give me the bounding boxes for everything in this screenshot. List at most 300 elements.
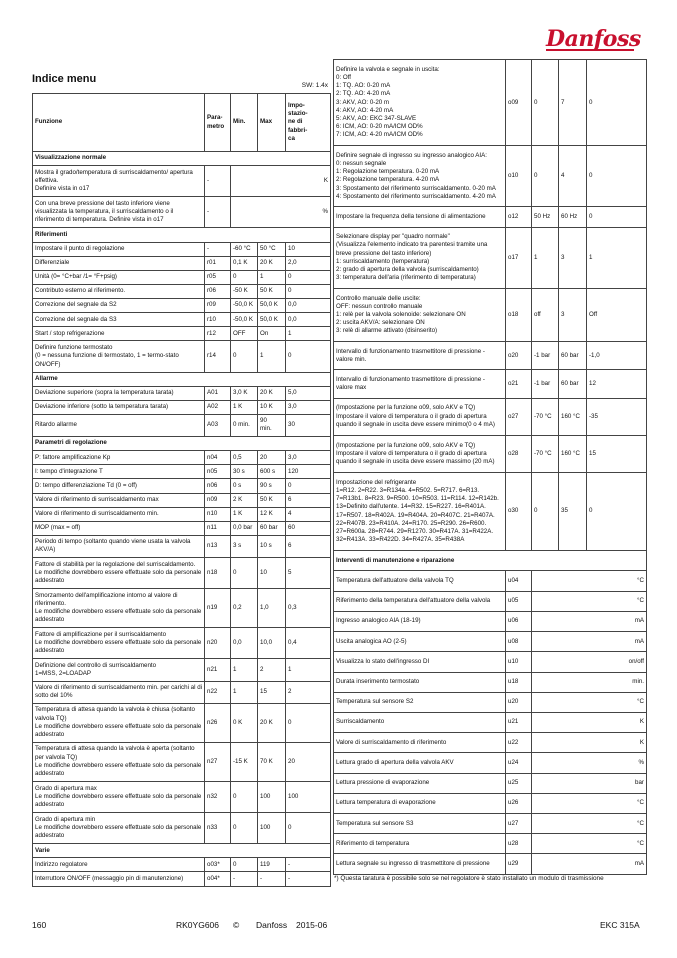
- default-cell: 0: [286, 341, 331, 372]
- parameter-cell: r14: [205, 341, 231, 372]
- section-title: Visualizzazione normale: [33, 152, 331, 166]
- default-cell: -1,0: [587, 342, 647, 370]
- unit-cell: °C: [532, 814, 647, 834]
- max-cell: 20: [258, 451, 286, 465]
- parameter-cell: u21: [506, 712, 532, 732]
- default-cell: 0: [587, 472, 647, 550]
- function-cell: Visualizza lo stato dell'ingresso DI: [334, 652, 506, 672]
- parameter-cell: -: [205, 242, 231, 256]
- min-cell: -60 °C: [231, 242, 258, 256]
- function-cell: MOP (max = off): [33, 521, 205, 535]
- max-cell: 2: [258, 659, 286, 681]
- unit-cell: K: [532, 733, 647, 753]
- parameter-cell: u26: [506, 793, 532, 813]
- max-cell: 15: [258, 681, 286, 703]
- menu-table-right: [333, 59, 647, 875]
- table-row: [334, 435, 647, 472]
- default-cell: -: [286, 872, 331, 886]
- default-cell: 0: [587, 146, 647, 207]
- default-cell: 0: [286, 284, 331, 298]
- table-row: [33, 681, 331, 703]
- table-row: [334, 692, 647, 712]
- unit-cell: K: [231, 166, 331, 197]
- function-cell: Temperatura dell'attuatore della valvola TQ: [334, 571, 506, 591]
- max-cell: 90 min.: [258, 414, 286, 436]
- parameter-cell: n26: [205, 703, 231, 742]
- default-cell: 5,0: [286, 386, 331, 400]
- parameter-cell: o09: [506, 60, 532, 146]
- footnote: *) Questa taratura è possibile solo se nel regolatore è stato installato un modulo di trasmissione: [334, 875, 604, 882]
- function-cell: (Impostazione per la funzione o09, solo AKV e TQ) Impostare il valore di temperatura o il grado di apertura quando il segnale in uscita deve essere minimo(0 o 4 mA): [334, 398, 506, 435]
- function-cell: Impostazione del refrigerante 1=R12. 2=R22. 3=R134a. 4=R502. 5=R717. 6=R13. 7=R13b1. 8=R23. 9=R500. 10=R503. 11=R114. 12=R142b. 13=Definito dall'utente. 14=R32. 15=R227. 16=R401A. 17=R507. 18=R402A. 19=R404A. 20=R407C. 21=R407A. 22=R407B. 23=R410A. 24=R170. 25=R290. 26=R600. 27=R600a. 28=R744. 29=R1270. 30=R417A. 31=R422A. 32=R413A. 33=R422D. 34=R427A. 35=R438A: [334, 472, 506, 550]
- section-title: Riferimenti: [33, 228, 331, 242]
- parameter-cell: n13: [205, 535, 231, 557]
- table-row: [334, 773, 647, 793]
- max-cell: 20 K: [258, 256, 286, 270]
- function-cell: Deviazione superiore (sopra la temperatura tarata): [33, 386, 205, 400]
- max-cell: 7: [559, 60, 587, 146]
- parameter-cell: n06: [205, 479, 231, 493]
- table-row: [33, 400, 331, 414]
- default-cell: 1: [286, 327, 331, 341]
- parameter-cell: r01: [205, 256, 231, 270]
- parameter-cell: u06: [506, 611, 532, 631]
- min-cell: 0: [231, 558, 258, 589]
- parameter-cell: u25: [506, 773, 532, 793]
- table-row: [334, 207, 647, 227]
- table-row: [33, 341, 331, 372]
- function-cell: Start / stop refrigerazione: [33, 327, 205, 341]
- parameter-cell: o17: [506, 227, 532, 288]
- function-cell: Interruttore ON/OFF (messaggio pin di manutenzione): [33, 872, 205, 886]
- max-cell: 20 K: [258, 703, 286, 742]
- function-cell: Surriscaldamento: [334, 712, 506, 732]
- function-cell: Definizione del controllo di surriscaldamento 1=MSS, 2=LOADAP: [33, 659, 205, 681]
- min-cell: 0 K: [231, 703, 258, 742]
- max-cell: 1: [258, 270, 286, 284]
- parameter-cell: o30: [506, 472, 532, 550]
- unit-cell: bar: [532, 773, 647, 793]
- table-row: [33, 386, 331, 400]
- parameter-cell: n20: [205, 628, 231, 659]
- model-name: EKC 315A: [600, 920, 640, 930]
- function-cell: Impostare la frequenza della tensione di alimentazione: [334, 207, 506, 227]
- section-header-row: [33, 372, 331, 386]
- min-cell: 0,0: [231, 628, 258, 659]
- section-title: Allarme: [33, 372, 331, 386]
- max-cell: 10,0: [258, 628, 286, 659]
- function-cell: Smorzamento dell'amplificazione intorno al valore di riferimento. Le modifiche dovrebbero essere effettuate solo da personale addestrato: [33, 589, 205, 628]
- table-row: [334, 854, 647, 874]
- min-cell: -50,0 K: [231, 313, 258, 327]
- parameter-cell: u20: [506, 692, 532, 712]
- function-cell: Controllo manuale delle uscite: OFF: nessun controllo manuale 1: relè per la valvola solenoide: selezionare ON 2: uscita AKV/A: selezionare ON 3: relè di allarme attivato (disinserito): [334, 288, 506, 341]
- parameter-cell: o20: [506, 342, 532, 370]
- table-row: [33, 465, 331, 479]
- table-row: [334, 652, 647, 672]
- default-cell: 0: [286, 703, 331, 742]
- parameter-cell: n11: [205, 521, 231, 535]
- parameter-cell: u24: [506, 753, 532, 773]
- min-cell: 0,0 bar: [231, 521, 258, 535]
- parameter-cell: o28: [506, 435, 532, 472]
- function-cell: Lettura temperatura di evaporazione: [334, 793, 506, 813]
- max-cell: 600 s: [258, 465, 286, 479]
- min-cell: 0: [231, 341, 258, 372]
- function-cell: Valore di riferimento di surriscaldamento min.: [33, 507, 205, 521]
- unit-cell: °C: [532, 571, 647, 591]
- min-cell: 50 Hz: [532, 207, 559, 227]
- header-max: Max: [258, 94, 286, 152]
- menu-table-left: [32, 93, 331, 887]
- parameter-cell: A03: [205, 414, 231, 436]
- max-cell: 50 K: [258, 284, 286, 298]
- table-row: [334, 591, 647, 611]
- parameter-cell: o12: [506, 207, 532, 227]
- table-row: [334, 472, 647, 550]
- function-cell: Ingresso analogico AIA (18-19): [334, 611, 506, 631]
- max-cell: 90 s: [258, 479, 286, 493]
- max-cell: 10 K: [258, 400, 286, 414]
- table-row: [33, 479, 331, 493]
- default-cell: -35: [587, 398, 647, 435]
- parameter-cell: r05: [205, 270, 231, 284]
- function-cell: Deviazione inferiore (sotto la temperatura tarata): [33, 400, 205, 414]
- min-cell: -1 bar: [532, 370, 559, 398]
- table-row: [334, 146, 647, 207]
- function-cell: (Impostazione per la funzione o09, solo AKV e TQ) Impostare il valore di temperatura o il grado di apertura quando il segnale in uscita deve essere massimo (20 mA): [334, 435, 506, 472]
- min-cell: 1 K: [231, 507, 258, 521]
- table-row: [33, 858, 331, 872]
- table-row: [334, 814, 647, 834]
- unit-cell: %: [231, 197, 331, 228]
- danfoss-logo: Danfoss: [546, 26, 641, 52]
- table-row: [334, 370, 647, 398]
- parameter-cell: u08: [506, 632, 532, 652]
- table-row: [33, 270, 331, 284]
- table-row: [33, 242, 331, 256]
- parameter-cell: u10: [506, 652, 532, 672]
- function-cell: Ritardo allarme: [33, 414, 205, 436]
- function-cell: Lettura pressione di evaporazione: [334, 773, 506, 793]
- parameter-cell: n04: [205, 451, 231, 465]
- table-row: [33, 166, 331, 197]
- parameter-cell: o10: [506, 146, 532, 207]
- table-row: [33, 628, 331, 659]
- max-cell: 100: [258, 813, 286, 844]
- parameter-cell: r09: [205, 299, 231, 313]
- max-cell: 70 K: [258, 742, 286, 781]
- section-header-row: [33, 844, 331, 858]
- parameter-cell: n32: [205, 781, 231, 812]
- section-title: Varie: [33, 844, 331, 858]
- parameter-cell: -: [205, 166, 231, 197]
- parameter-cell: A02: [205, 400, 231, 414]
- max-cell: 160 °C: [559, 398, 587, 435]
- parameter-cell: u04: [506, 571, 532, 591]
- function-cell: Intervallo di funzionamento trasmettitore di pressione - valore min.: [334, 342, 506, 370]
- table-row: [33, 414, 331, 436]
- min-cell: 0,5: [231, 451, 258, 465]
- parameter-cell: n05: [205, 465, 231, 479]
- default-cell: 10: [286, 242, 331, 256]
- function-cell: D: tempo differenziazione Td (0 = off): [33, 479, 205, 493]
- default-cell: 0: [286, 813, 331, 844]
- max-cell: 60 bar: [559, 342, 587, 370]
- max-cell: 4: [559, 146, 587, 207]
- unit-cell: mA: [532, 632, 647, 652]
- default-cell: 0,3: [286, 589, 331, 628]
- parameter-cell: n09: [205, 493, 231, 507]
- header-min: Min.: [231, 94, 258, 152]
- min-cell: 0: [231, 858, 258, 872]
- default-cell: 120: [286, 465, 331, 479]
- unit-cell: K: [532, 712, 647, 732]
- table-row: [334, 398, 647, 435]
- table-row: [33, 507, 331, 521]
- software-version: SW: 1.4x: [301, 82, 328, 89]
- table-row: [33, 558, 331, 589]
- default-cell: 2,0: [286, 256, 331, 270]
- min-cell: 2 K: [231, 493, 258, 507]
- max-cell: 100: [258, 781, 286, 812]
- section-title: Interventi di manutenzione e riparazione: [334, 551, 647, 571]
- min-cell: -70 °C: [532, 435, 559, 472]
- function-cell: Definire la valvola e segnale in uscita: 0: Off 1: TQ. AO: 0-20 mA 2: TQ. AO: 4-20 mA 3: AKV, AO: 0-20 m 4: AKV, AO: 4-20 mA 5: AKV, AO: EKC 347-SLAVE 6: ICM, AO: 0-20 mA/ICM OD% 7: ICM, AO: 4-20 mA/ICM OD%: [334, 60, 506, 146]
- unit-cell: min.: [532, 672, 647, 692]
- function-cell: Riferimento di temperatura: [334, 834, 506, 854]
- section-title: Parametri di regolazione: [33, 437, 331, 451]
- default-cell: 3,0: [286, 400, 331, 414]
- table-row: [33, 256, 331, 270]
- default-cell: 100: [286, 781, 331, 812]
- default-cell: 20: [286, 742, 331, 781]
- table-row: [334, 288, 647, 341]
- max-cell: 1,0: [258, 589, 286, 628]
- table-row: [33, 493, 331, 507]
- unit-cell: mA: [532, 611, 647, 631]
- max-cell: -: [258, 872, 286, 886]
- function-cell: Contributo esterno al riferimento.: [33, 284, 205, 298]
- table-row: [334, 712, 647, 732]
- table-row: [33, 535, 331, 557]
- section-header-row: [33, 228, 331, 242]
- parameter-cell: r06: [205, 284, 231, 298]
- function-cell: Definire segnale di ingresso su ingresso analogico AIA: 0: nessun segnale 1: Regolazione temperatura. 0-20 mA 2: Regolazione temperatura. 4-20 mA 3: Spostamento del riferimento surriscaldamento. 0-20 mA 4: Spostamento del riferimento surriscaldamento. 4-20 mA: [334, 146, 506, 207]
- function-cell: Intervallo di funzionamento trasmettitore di pressione - valore max: [334, 370, 506, 398]
- table-row: [334, 611, 647, 631]
- min-cell: 0: [532, 146, 559, 207]
- min-cell: -50 K: [231, 284, 258, 298]
- function-cell: Temperatura sul sensore S3: [334, 814, 506, 834]
- max-cell: 3: [559, 227, 587, 288]
- table-row: [33, 781, 331, 812]
- default-cell: 0: [286, 479, 331, 493]
- doc-code: RK0YG606: [176, 920, 219, 930]
- parameter-cell: u29: [506, 854, 532, 874]
- default-cell: 15: [587, 435, 647, 472]
- min-cell: 1: [231, 659, 258, 681]
- default-cell: Off: [587, 288, 647, 341]
- parameter-cell: n19: [205, 589, 231, 628]
- min-cell: 1: [532, 227, 559, 288]
- max-cell: 1: [258, 341, 286, 372]
- default-cell: 30: [286, 414, 331, 436]
- function-cell: Fattore di amplificazione per il surriscaldamento Le modifiche dovrebbero essere effettuate solo da personale addestrato: [33, 628, 205, 659]
- default-cell: 0,0: [286, 299, 331, 313]
- max-cell: 10 s: [258, 535, 286, 557]
- unit-cell: mA: [532, 854, 647, 874]
- function-cell: Valore di riferimento di surriscaldamento max: [33, 493, 205, 507]
- max-cell: On: [258, 327, 286, 341]
- page-title: Indice menu: [32, 73, 97, 85]
- unit-cell: °C: [532, 692, 647, 712]
- parameter-cell: o04*: [205, 872, 231, 886]
- function-cell: Grado di apertura max Le modifiche dovrebbero essere effettuate solo da personale addestrato: [33, 781, 205, 812]
- header-default: Impo- stazio- ne di fabbri- ca: [286, 94, 331, 152]
- function-cell: Fattore di stabilità per la regolazione del surriscaldamento. Le modifiche dovrebbero essere effettuate solo da personale addestrato: [33, 558, 205, 589]
- table-row: [33, 742, 331, 781]
- parameter-cell: r10: [205, 313, 231, 327]
- max-cell: 60 bar: [258, 521, 286, 535]
- min-cell: -: [231, 872, 258, 886]
- function-cell: Unità (0= °C+bar /1= °F+psig): [33, 270, 205, 284]
- min-cell: 0,1 K: [231, 256, 258, 270]
- parameter-cell: n10: [205, 507, 231, 521]
- min-cell: 1 K: [231, 400, 258, 414]
- max-cell: 20 K: [258, 386, 286, 400]
- page-number: 160: [32, 920, 47, 930]
- parameter-cell: A01: [205, 386, 231, 400]
- function-cell: Correzione del segnale da S3: [33, 313, 205, 327]
- table-row: [334, 672, 647, 692]
- function-cell: Correzione del segnale da S2: [33, 299, 205, 313]
- parameter-cell: o03*: [205, 858, 231, 872]
- default-cell: 0: [587, 207, 647, 227]
- min-cell: 0: [231, 813, 258, 844]
- table-row: [33, 299, 331, 313]
- max-cell: 10: [258, 558, 286, 589]
- function-cell: Temperatura di attesa quando la valvola è aperta (soltanto per valvola TQ) Le modifiche dovrebbero essere effettuate solo da personale addestrato: [33, 742, 205, 781]
- table-row: [33, 197, 331, 228]
- parameter-cell: o21: [506, 370, 532, 398]
- parameter-cell: o18: [506, 288, 532, 341]
- table-row: [334, 227, 647, 288]
- function-cell: Uscita analogica AO (2-5): [334, 632, 506, 652]
- parameter-cell: n18: [205, 558, 231, 589]
- header-function: Funzione: [33, 94, 205, 152]
- unit-cell: °C: [532, 591, 647, 611]
- table-row: [33, 589, 331, 628]
- min-cell: off: [532, 288, 559, 341]
- min-cell: -50,0 K: [231, 299, 258, 313]
- table-row: [33, 872, 331, 886]
- max-cell: 50,0 K: [258, 313, 286, 327]
- parameter-cell: u05: [506, 591, 532, 611]
- function-cell: I: tempo d'integrazione T: [33, 465, 205, 479]
- min-cell: 3 s: [231, 535, 258, 557]
- function-cell: Periodo di tempo (soltanto quando viene usata la valvola AKV/A): [33, 535, 205, 557]
- min-cell: 0: [532, 60, 559, 146]
- default-cell: 6: [286, 493, 331, 507]
- unit-cell: on/off: [532, 652, 647, 672]
- function-cell: Indirizzo regolatore: [33, 858, 205, 872]
- default-cell: 1: [587, 227, 647, 288]
- table-row: [33, 313, 331, 327]
- unit-cell: %: [532, 753, 647, 773]
- min-cell: 0 min.: [231, 414, 258, 436]
- header-parameter: Para- metro: [205, 94, 231, 152]
- min-cell: 30 s: [231, 465, 258, 479]
- max-cell: 160 °C: [559, 435, 587, 472]
- unit-cell: °C: [532, 834, 647, 854]
- min-cell: -70 °C: [532, 398, 559, 435]
- footer-date: 2015-06: [296, 920, 328, 930]
- function-cell: Grado di apertura min Le modifiche dovrebbero essere effettuate solo da personale addestrato: [33, 813, 205, 844]
- function-cell: Riferimento della temperatura dell'attuatore della valvola: [334, 591, 506, 611]
- default-cell: 3,0: [286, 451, 331, 465]
- table-row: [33, 659, 331, 681]
- function-cell: Selezionare display per "quadro normale" (Visualizza l'elemento indicato tra parentesi tramite una breve pressione del tasto inferiore) 1: surriscaldamento (temperatura) 2: grado di apertura della valvola (surriscaldamento) 3: temperatura dell'aria (riferimento di temperatura): [334, 227, 506, 288]
- table-row: [334, 342, 647, 370]
- function-cell: Con una breve pressione del tasto inferiore viene visualizzata la temperatura, il surriscaldamento o il riferimento di temperatura. Definire vista in o17: [33, 197, 205, 228]
- min-cell: 0: [231, 781, 258, 812]
- table-row: [334, 793, 647, 813]
- table-row: [33, 451, 331, 465]
- parameter-cell: -: [205, 197, 231, 228]
- min-cell: OFF: [231, 327, 258, 341]
- function-cell: Valore di riferimento di surriscaldamento min. per carichi al di sotto del 10%: [33, 681, 205, 703]
- copyright-symbol: ©: [233, 920, 240, 930]
- table-row: [334, 834, 647, 854]
- parameter-cell: o27: [506, 398, 532, 435]
- table-row: [33, 703, 331, 742]
- parameter-cell: n21: [205, 659, 231, 681]
- max-cell: 50 °C: [258, 242, 286, 256]
- min-cell: 0: [231, 270, 258, 284]
- function-cell: Valore di surriscaldamento di riferimento: [334, 733, 506, 753]
- default-cell: 5: [286, 558, 331, 589]
- parameter-cell: u27: [506, 814, 532, 834]
- function-cell: Impostare il punto di regolazione: [33, 242, 205, 256]
- parameter-cell: u28: [506, 834, 532, 854]
- max-cell: 60 bar: [559, 370, 587, 398]
- default-cell: 4: [286, 507, 331, 521]
- table-row: [334, 632, 647, 652]
- function-cell: Definire funzione termostato (0 = nessuna funzione di termostato, 1 = termo-stato ON/OFF): [33, 341, 205, 372]
- min-cell: 0 s: [231, 479, 258, 493]
- default-cell: 2: [286, 681, 331, 703]
- section-header-row: [33, 437, 331, 451]
- default-cell: 60: [286, 521, 331, 535]
- unit-cell: °C: [532, 793, 647, 813]
- parameter-cell: n27: [205, 742, 231, 781]
- table-row: [334, 571, 647, 591]
- max-cell: 60 Hz: [559, 207, 587, 227]
- function-cell: Lettura segnale su ingresso di trasmettitore di pressione: [334, 854, 506, 874]
- function-cell: Differenziale: [33, 256, 205, 270]
- table-row: [334, 753, 647, 773]
- function-cell: Lettura grado di apertura della valvola AKV: [334, 753, 506, 773]
- min-cell: 0,2: [231, 589, 258, 628]
- parameter-cell: n22: [205, 681, 231, 703]
- default-cell: 12: [587, 370, 647, 398]
- table-row: [33, 813, 331, 844]
- parameter-cell: r12: [205, 327, 231, 341]
- default-cell: 0,0: [286, 313, 331, 327]
- max-cell: 3: [559, 288, 587, 341]
- default-cell: 1: [286, 659, 331, 681]
